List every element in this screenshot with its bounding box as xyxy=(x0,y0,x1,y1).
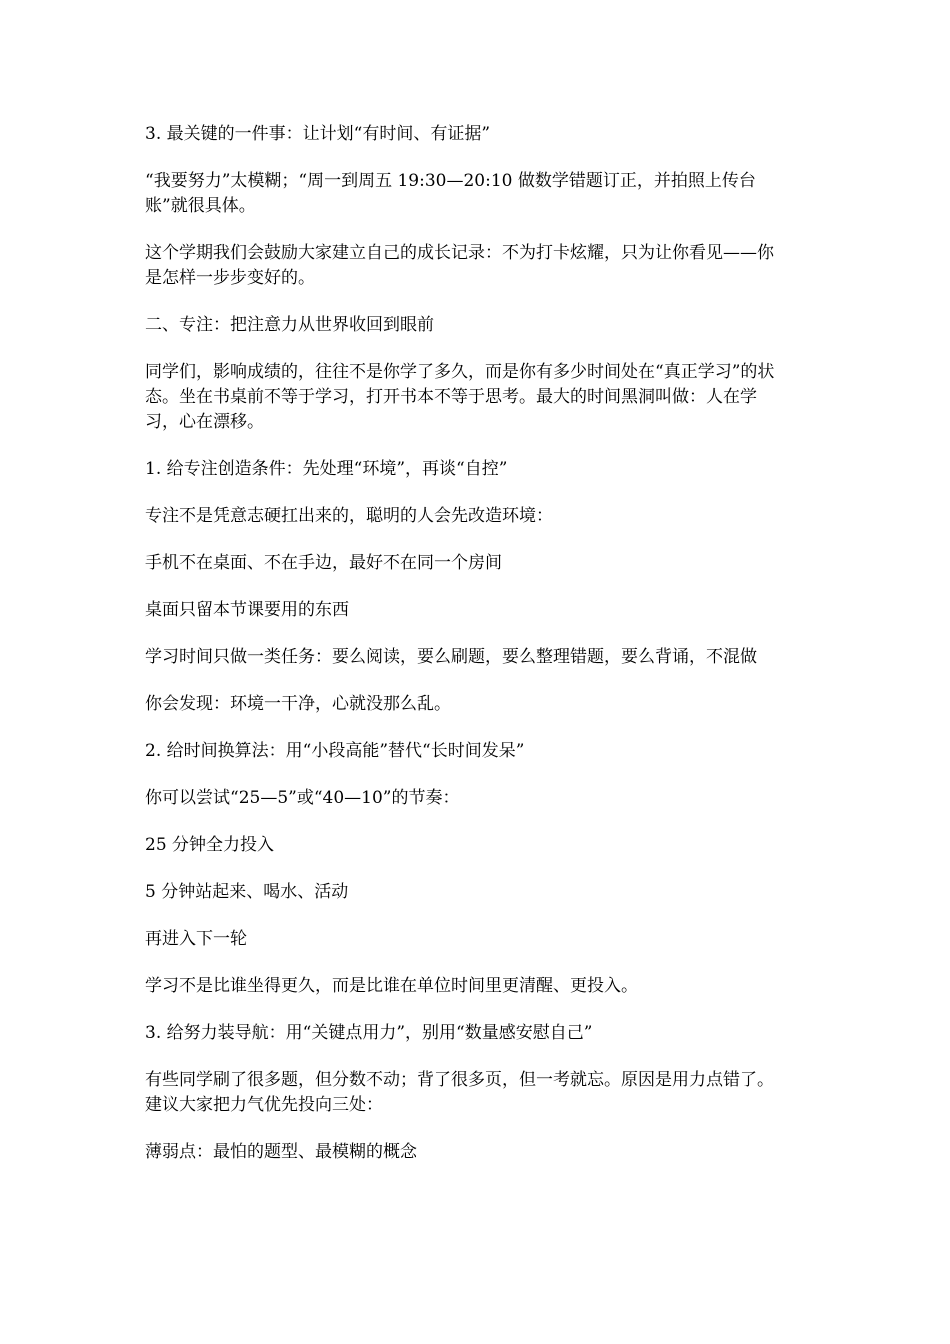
list-item: 学习时间只做一类任务：要么阅读，要么刷题，要么整理错题，要么背诵，不混做 xyxy=(145,647,757,667)
paragraph: 学习不是比谁坐得更久，而是比谁在单位时间里更清醒、更投入。 xyxy=(145,976,638,996)
subheading-navigation: 3. 给努力装导航：用“关键点用力”，别用“数量感安慰自己” xyxy=(145,1023,593,1043)
subheading-time-algorithm: 2. 给时间换算法：用“小段高能”替代“长时间发呆” xyxy=(145,741,525,761)
list-item: 5 分钟站起来、喝水、活动 xyxy=(145,882,349,902)
paragraph: “我要努力”太模糊；“周一到周五 19:30—20:10 做数学错题订正，并拍照上传台账”就很具体。 xyxy=(145,171,756,216)
list-item: 再进入下一轮 xyxy=(145,929,247,949)
list-item: 薄弱点：最怕的题型、最模糊的概念 xyxy=(145,1142,417,1162)
paragraph: 同学们，影响成绩的，往往不是你学了多久，而是你有多少时间处在“真正学习”的状态。坐在书桌前不等于学习，打开书本不等于思考。最大的时间黑洞叫做：人在学习，心在漂移。 xyxy=(145,362,775,432)
paragraph: 你可以尝试“25—5”或“40—10”的节奏： xyxy=(145,788,460,808)
list-item: 25 分钟全力投入 xyxy=(145,835,275,855)
paragraph: 有些同学刷了很多题，但分数不动；背了很多页，但一考就忘。原因是用力点错了。建议大家把力气优先投向三处： xyxy=(145,1070,774,1115)
paragraph: 你会发现：环境一干净，心就没那么乱。 xyxy=(145,694,451,714)
heading-plan-key: 3. 最关键的一件事：让计划“有时间、有证据” xyxy=(145,124,491,144)
list-item: 手机不在桌面、不在手边，最好不在同一个房间 xyxy=(145,553,502,573)
document-body xyxy=(145,122,790,1187)
paragraph: 这个学期我们会鼓励大家建立自己的成长记录：不为打卡炫耀，只为让你看见——你是怎样一步步变好的。 xyxy=(145,243,774,288)
paragraph: 专注不是凭意志硬扛出来的，聪明的人会先改造环境： xyxy=(145,506,553,526)
subheading-environment: 1. 给专注创造条件：先处理“环境”，再谈“自控” xyxy=(145,459,508,479)
list-item: 桌面只留本节课要用的东西 xyxy=(145,600,349,620)
section-heading-focus: 二、专注：把注意力从世界收回到眼前 xyxy=(145,315,434,335)
